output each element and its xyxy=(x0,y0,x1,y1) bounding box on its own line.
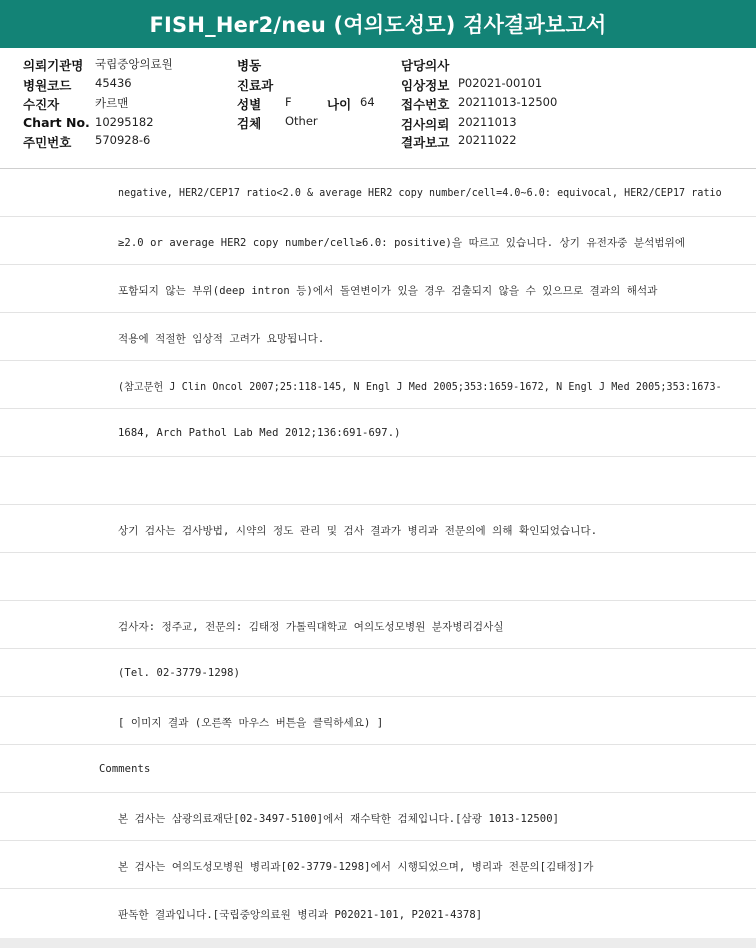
patient-label: 수진자 xyxy=(23,97,60,112)
report-line: 상기 검사는 검사방법, 시약의 정도 관리 및 검사 결과가 병리과 전문의에 의해 확인되었습니다. xyxy=(0,505,756,553)
specimen-label: 검체 xyxy=(237,116,262,131)
report-header xyxy=(0,48,756,169)
report-line: 포함되지 않는 부위(deep intron 등)에서 돌연변이가 있을 경우 검출되지 않을 수 있으므로 결과의 해석과 xyxy=(0,265,756,313)
report-line-blank xyxy=(0,553,756,601)
hospital-code-value: 45436 xyxy=(95,76,132,90)
resident-no-label: 주민번호 xyxy=(23,135,72,150)
comments-heading: Comments xyxy=(0,745,756,793)
physician-label: 담당의사 xyxy=(401,58,450,73)
report-line-phone: (Tel. 02-3779-1298) xyxy=(0,649,756,697)
report-line: negative, HER2/CEP17 ratio<2.0 & average HER2 copy number/cell=4.0~6.0: equivocal, HER2/CEP17 ratio xyxy=(0,169,756,217)
clinical-info-label: 임상정보 xyxy=(401,78,450,93)
request-date-value: 20211013 xyxy=(458,115,517,129)
institution-label: 의뢰기관명 xyxy=(23,58,84,73)
report-line: (참고문헌 J Clin Oncol 2007;25:118-145, N Engl J Med 2005;353:1659-1672, N Engl J Med 2005;353:1673- xyxy=(0,361,756,409)
patient-value: 카르맨 xyxy=(95,96,129,110)
report-title: FISH_Her2/neu (여의도성모) 검사결과보고서 xyxy=(0,0,756,48)
age-label: 나이 xyxy=(327,97,352,112)
report-body xyxy=(0,169,756,948)
report-paper xyxy=(0,169,756,938)
comment-line: 본 검사는 삼광의료재단[02-3497-5100]에서 재수탁한 검체입니다.[삼광 1013-12500] xyxy=(0,793,756,841)
bottom-strip xyxy=(0,938,756,948)
receipt-no-value: 20211013-12500 xyxy=(458,95,558,109)
department-label: 진료과 xyxy=(237,78,274,93)
report-line: ≥2.0 or average HER2 copy number/cell≥6.0: positive)을 따르고 있습니다. 상기 유전자중 분석범위에 xyxy=(0,217,756,265)
ward-label: 병동 xyxy=(237,58,262,73)
hospital-code-label: 병원코드 xyxy=(23,78,72,93)
age-value: 64 xyxy=(360,95,375,109)
report-line: 1684, Arch Pathol Lab Med 2012;136:691-697.) xyxy=(0,409,756,457)
sex-value: F xyxy=(285,95,292,109)
institution-value: 국립중앙의료원 xyxy=(95,57,173,71)
resident-no-value: 570928-6 xyxy=(95,133,151,147)
sex-label: 성별 xyxy=(237,97,262,112)
comment-line: 판독한 결과입니다.[국립중앙의료원 병리과 P02021-101, P2021-4378] xyxy=(118,909,483,921)
report-date-value: 20211022 xyxy=(458,133,517,147)
request-date-label: 검사의뢰 xyxy=(401,117,450,132)
comment-line: 본 검사는 여의도성모병원 병리과[02-3779-1298]에서 시행되었으며, 병리과 전문의[김태정]가 xyxy=(0,841,756,889)
clinical-info-value: P02021-00101 xyxy=(458,76,543,90)
report-line-examiner: 검사자: 정주교, 전문의: 김태정 가톨릭대학교 여의도성모병원 분자병리검사실 xyxy=(0,601,756,649)
report-line: 적용에 적절한 임상적 고려가 요망됩니다. xyxy=(0,313,756,361)
chart-no-value: 10295182 xyxy=(95,115,154,129)
chart-no-label: Chart No. xyxy=(23,115,90,130)
specimen-value: Other xyxy=(285,114,318,128)
report-line-blank xyxy=(0,457,756,505)
report-date-label: 결과보고 xyxy=(401,135,450,150)
image-result-link[interactable]: [ 이미지 결과 (오른쪽 마우스 버튼을 클릭하세요) ] xyxy=(0,697,756,745)
receipt-no-label: 접수번호 xyxy=(401,97,450,112)
